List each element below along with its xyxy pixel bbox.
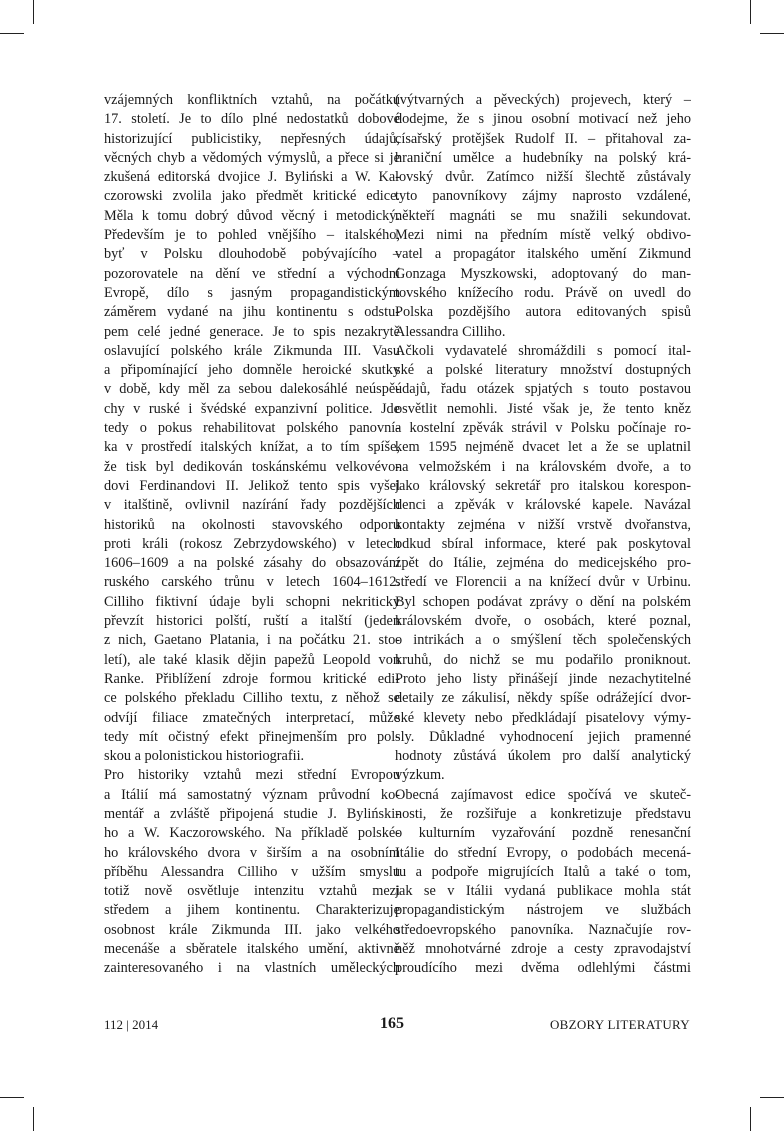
text-line: Byl schopen podávat zprávy o dění na polském [395,593,691,610]
text-line: ské klevety nebo předkládají pisatelovy výmy- [395,709,691,726]
text-line: a kostelní zpěvák strávil v Polsku počínaje ro- [395,420,691,437]
text-line: tyto panovníkovy zájmy naprosto vzdálené, [395,188,691,205]
text-line: Gonzaga Myszkowski, adoptovaný do man- [395,265,691,282]
text-line: v době, kdy měl za sebou dalekosáhlé neúspě- [104,381,400,398]
text-line: 17. století. Je to dílo plné nedostatků dobové [104,111,400,128]
text-line: osvětlit nemohli. Jisté však je, že tento kněz [395,400,691,417]
text-line: czorowski zvolila jako předmět kritické edice. [104,188,400,205]
text-line: středem a jihem kontinentu. Charakterizuje [104,902,400,919]
text-line: byť v Polsku dlouhodobě pobývajícího – [104,246,400,263]
text-line: detaily ze zákulisí, někdy spíše odrážející dvor- [395,690,691,707]
text-line: kontakty zejména v nižší vrstvě dvořanstva, [395,516,691,533]
text-line: středoevropského panovníka. Naznačujíe rov- [395,921,691,938]
crop-mark [0,33,24,34]
text-line: Ranke. Přiblížení zdroje formou kritické edi- [104,670,400,687]
text-line: jak se v Itálii vydaná publikace mohla stát [395,883,691,900]
text-line: zpět do Itálie, zejména do medicejského pro- [395,555,691,572]
text-line: údajů, řadu otázek spjatých s touto postavou [395,381,691,398]
text-line: oslavující polského krále Zikmunda III. Vasu [104,342,400,359]
text-line: nosti, že rozšiřuje a konkretizuje představu [395,805,691,822]
text-line: zkušená editorská dvojice J. Byliński a W. Ka- [104,169,400,186]
crop-mark [760,1097,784,1098]
text-line: tedy o pokus rehabilitovat polského panovní- [104,420,400,437]
text-line: že tisk byl dedikován toskánskému velkovévo- [104,458,400,475]
text-line: kruhů, do nichž se mu podařilo proniknout. [395,651,691,668]
text-line: jako královský sekretář pro italskou korespon- [395,477,691,494]
text-line: tedy mít očistný efekt přinejmenším pro pol- [104,728,400,745]
text-line: Mezi nimi na předním místě velký obdivo- [395,227,691,244]
text-line: odkud sbíral informace, které pak poskytoval [395,535,691,552]
issue-number: 112 | 2014 [104,1017,159,1032]
text-line: mecenáše a sběratele italského umění, aktivně [104,941,400,958]
text-line: chy v ruské i švédské expanzivní politice. Jde [104,400,400,417]
text-line: pozorovatele na dění ve střední a východní [104,265,400,282]
text-line: tu a podpoře migrujících Italů a také o tom, [395,863,691,880]
text-line: záměrem vydané na jihu kontinentu s odstu- [104,304,400,321]
text-line: středí ve Florencii a na knížecí dvůr v Urbinu. [395,574,691,591]
text-line: něž mnohotvárné zdroje a cesty zpravodajství [395,941,691,958]
crop-mark [760,33,784,34]
text-line: Měla k tomu dobrý důvod věcný i metodický. [104,207,400,224]
text-line: hodnoty zůstává úkolem pro další analytický [395,748,691,765]
text-line: proudícího mezi dvěma odlehlými částmi [395,960,691,977]
left-text-column [104,91,400,979]
text-line: ské a polské literatury množství dostupných [395,362,691,379]
text-line: Obecná zajímavost edice spočívá ve skuteč- [395,786,691,803]
text-line: dodejme, že s jinou osobní motivací než jeho [395,111,691,128]
journal-title: OBZORY LITERATURY [549,1017,690,1032]
text-line: Cilliho fiktivní údaje byli schopni nekriticky [104,593,400,610]
crop-mark [33,1107,34,1131]
text-line: královském dvoře, o osobách, které poznal, [395,613,691,630]
crop-mark [33,0,34,24]
text-line: odvíjí filiace zmatečných interpretací, může [104,709,400,726]
text-line: Především je to pohled vnějšího – italského, [104,227,400,244]
text-line: 1606–1609 a na polské zásahy do obsazování [104,555,400,572]
text-line: kem 1595 nejméně dvacet let a že se uplatnil [395,439,691,456]
text-line: dovi Ferdinandovi II. Jelikož tento spis vyšel [104,477,400,494]
text-line: tovského knížecího rodu. Právě on uvedl do [395,284,691,301]
text-line: historiků na okolnosti stavovského odporu [104,516,400,533]
text-line: ruského carského trůnu v letech 1604–1612. [104,574,400,591]
text-line: lovský dvůr. Zatímco nižší šlechtě zůstávaly [395,169,691,186]
text-line: (výtvarných a pěveckých) projevech, který – [395,92,691,108]
text-line: vzájemných konfliktních vztahů, na počátku [104,92,400,108]
text-line: ho královského dvora v širším a na osobním [104,844,400,861]
crop-mark [750,1107,751,1131]
text-line: na velmožském i na královském dvoře, a to [395,458,691,475]
text-line: vatel a propagátor italského umění Zikmund [395,246,691,263]
text-line: letí), ale také klasik dějin papežů Leopold von [104,651,400,668]
text-line: totiž nově osvětluje intenzitu vztahů mezi [104,883,400,900]
text-line: výzkum. [395,767,445,784]
text-line: a připomínající jeho domněle heroické skutky [104,362,400,379]
right-text-column [395,91,691,979]
text-line: osobnost krále Zikmunda III. jako velkého [104,921,400,938]
page-number: 165 [380,1015,404,1032]
text-line: mentář a zvláště připojená studie J. Byliński- [104,805,400,822]
text-line: Itálie do střední Evropy, o podobách mecená- [395,844,691,861]
text-line: Ačkoli vydavatelé shromáždili s pomocí ital- [395,342,691,359]
text-line: převzít historici polští, ruští a italští (jeden [104,613,400,630]
text-line: Evropě, dílo s jasným propagandistickým [104,284,400,301]
text-line: proti králi (rokosz Zebrzydowského) v letech [104,535,400,552]
text-line: ho a W. Kaczorowského. Na příkladě polské- [104,825,400,842]
text-line: pem celé jedné generace. Je to spis nezakrytě [104,323,400,340]
text-line: Pro historiky vztahů mezi střední Evropou [104,767,400,784]
text-line: skou a polonistickou historiografii. [104,748,305,765]
text-line: věcných chyb a vědomých výmyslů, a přece si je [104,149,400,166]
text-line: propagandistickým nástrojem ve službách [395,902,691,919]
crop-mark [0,1097,24,1098]
text-line: zainteresovaného i na vlastních uměleckých [104,960,400,977]
text-line: historizující publicistiky, nepřesných údajů, [104,130,400,147]
text-line: hraniční umělce a hudebníky na polský krá- [395,149,691,166]
text-line: příběhu Alessandra Cilliho v užším smyslu [104,863,400,880]
crop-mark [750,0,751,24]
text-line: Polska pozdějšího autora editovaných spisů [395,304,691,321]
text-line: a Itálií má samostatný význam průvodní ko- [104,786,400,803]
text-line: sly. Důkladné vyhodnocení jejich pramenné [395,728,691,745]
text-line: císařský protějšek Rudolf II. – přitahoval za- [395,130,691,147]
text-line: v italštině, ovlivnil nazírání řady pozdějších [104,497,400,514]
text-line: ce polského překladu Cilliho textu, z něhož se [104,690,400,707]
text-line: denci a zpěvák v královské kapele. Navázal [395,497,691,514]
text-line: někteří magnáti se mu snažili sekundovat. [395,207,691,224]
text-line: o kulturním vyzařování pozdně renesanční [395,825,691,842]
text-line: o intrikách a o smýšlení těch společenských [395,632,691,649]
text-line: z nich, Gaetano Platania, i na počátku 21. sto- [104,632,400,649]
text-line: ka v prostředí italských knížat, a to tím spíše, [104,439,400,456]
text-line: Alessandra Cilliho. [395,323,506,340]
text-line: Proto jeho listy přinášejí jinde nezachytitelné [395,670,691,687]
